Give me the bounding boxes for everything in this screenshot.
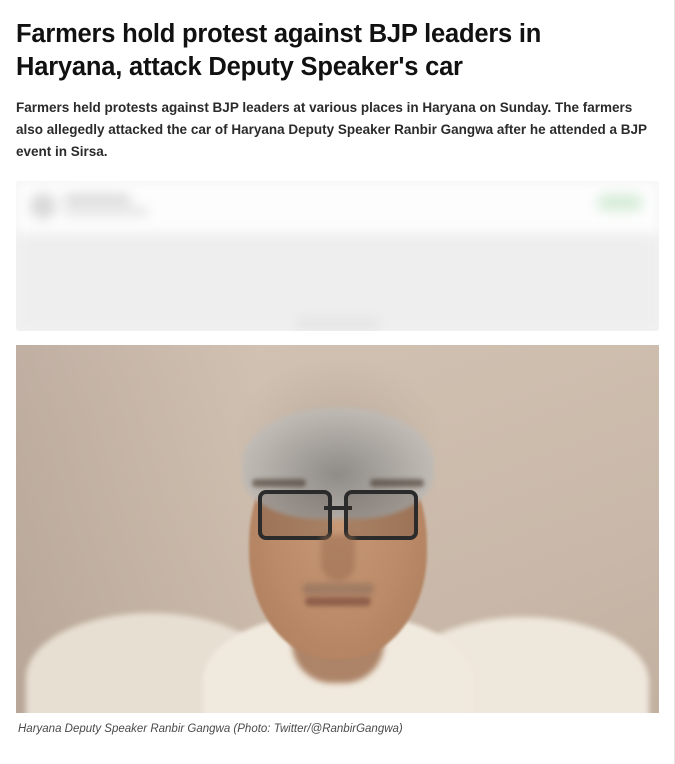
embed-author-handle-placeholder [64, 208, 148, 215]
follow-button[interactable] [597, 194, 643, 211]
avatar [30, 193, 56, 219]
photo-glasses [258, 490, 418, 534]
social-embed-content [16, 233, 659, 331]
photo-moustache [302, 583, 374, 595]
social-embed-blur-layer [16, 181, 659, 331]
photo-lens-left [258, 490, 332, 540]
photo-lens-right [344, 490, 418, 540]
article-photo [16, 345, 659, 713]
embed-content-placeholder [296, 319, 380, 329]
photo-nose [321, 535, 355, 581]
social-embed-placeholder[interactable] [16, 181, 659, 331]
article-standfirst: Farmers held protests against BJP leaders at various places in Haryana on Sunday. The farmers also allegedly attacked the car of Haryana Deputy Speaker Ranbir Gangwa after he attended a BJP event in Sirsa. [16, 100, 647, 159]
social-embed-header [16, 181, 659, 233]
photo-portrait [16, 345, 659, 713]
embed-author-name-placeholder [64, 195, 130, 203]
photo-caption: Haryana Deputy Speaker Ranbir Gangwa (Photo: Twitter/@RanbirGangwa) [18, 722, 403, 735]
photo-mouth [305, 597, 371, 606]
page-title: Farmers hold protest against BJP leaders in Haryana, attack Deputy Speaker's car [16, 20, 542, 81]
photo-eyebrow-right [370, 479, 424, 487]
photo-eyebrow-left [252, 479, 306, 487]
